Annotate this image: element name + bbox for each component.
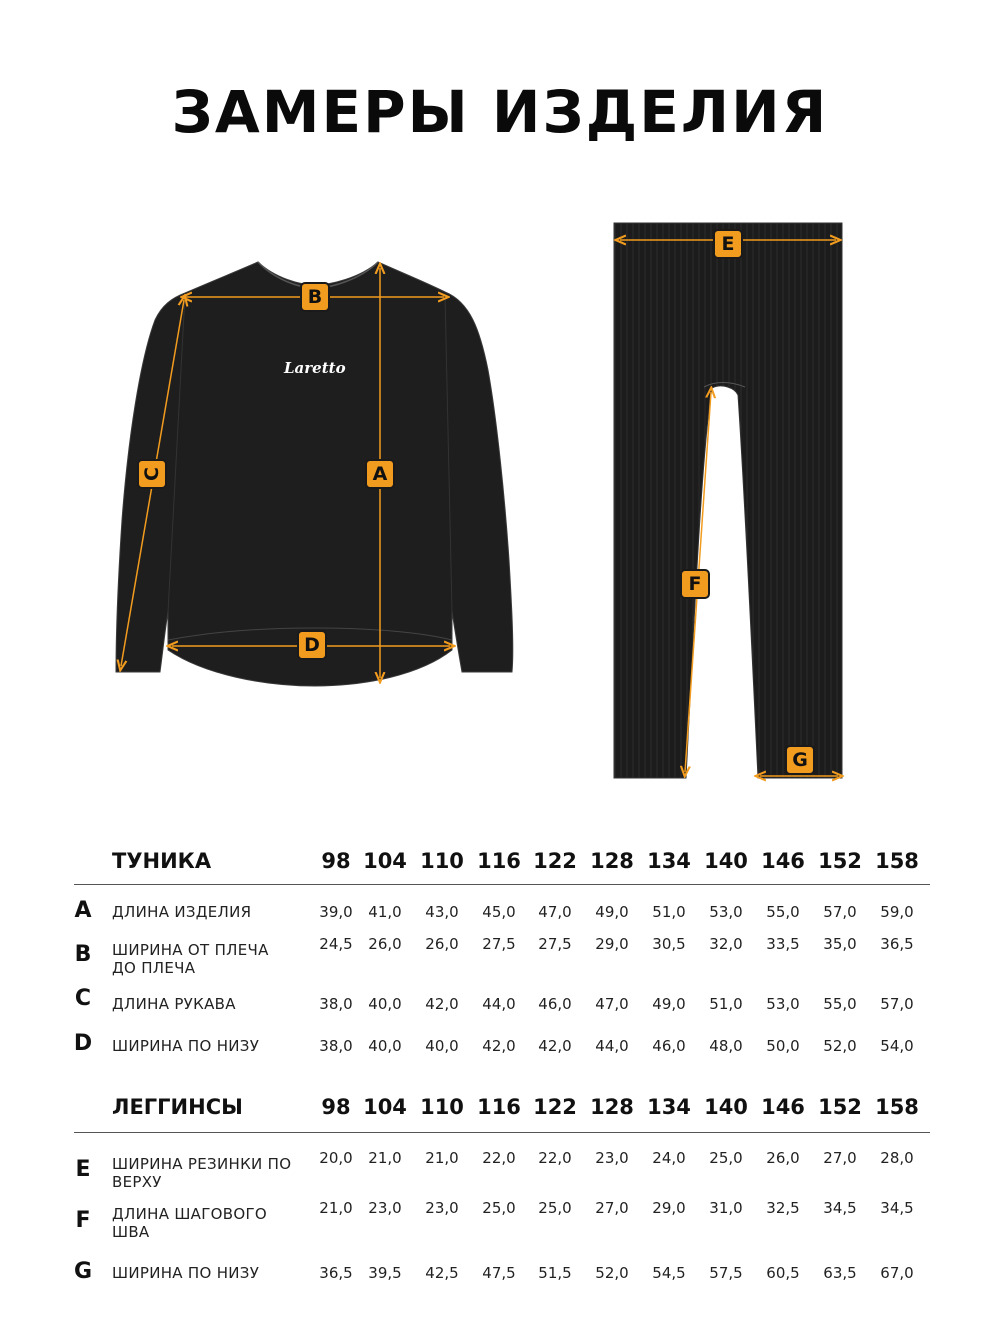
table-cell: 21,0 bbox=[319, 1199, 353, 1217]
table-cell: 54,5 bbox=[652, 1264, 686, 1282]
table-cell: 36,5 bbox=[880, 935, 914, 953]
table-cell: 27,0 bbox=[823, 1149, 857, 1167]
badge-e: E bbox=[713, 229, 743, 259]
table-cell: 41,0 bbox=[368, 903, 402, 921]
tunic-size-9: 152 bbox=[818, 849, 862, 873]
table-cell: 47,5 bbox=[482, 1264, 516, 1282]
table-cell: 54,0 bbox=[880, 1037, 914, 1055]
table-cell: 55,0 bbox=[823, 995, 857, 1013]
table-cell: 26,0 bbox=[425, 935, 459, 953]
table-cell: 23,0 bbox=[425, 1199, 459, 1217]
table-cell: 49,0 bbox=[652, 995, 686, 1013]
row-letter: F bbox=[75, 1208, 91, 1233]
table-cell: 29,0 bbox=[652, 1199, 686, 1217]
leggings-size-5: 128 bbox=[590, 1095, 634, 1119]
table-cell: 52,0 bbox=[595, 1264, 629, 1282]
table-cell: 27,0 bbox=[595, 1199, 629, 1217]
table-cell: 38,0 bbox=[319, 1037, 353, 1055]
table-cell: 22,0 bbox=[538, 1149, 572, 1167]
table-cell: 30,5 bbox=[652, 935, 686, 953]
table-cell: 31,0 bbox=[709, 1199, 743, 1217]
table-cell: 51,0 bbox=[709, 995, 743, 1013]
row-letter: A bbox=[74, 898, 92, 923]
badge-a: A bbox=[365, 459, 395, 489]
leggings-size-8: 146 bbox=[761, 1095, 805, 1119]
row-letter: C bbox=[74, 986, 92, 1011]
table-cell: 42,0 bbox=[538, 1037, 572, 1055]
table-cell: 28,0 bbox=[880, 1149, 914, 1167]
table-cell: 20,0 bbox=[319, 1149, 353, 1167]
row-label: ШИРИНА ПО НИЗУ bbox=[112, 1037, 260, 1055]
table-cell: 49,0 bbox=[595, 903, 629, 921]
table-cell: 63,5 bbox=[823, 1264, 857, 1282]
table-cell: 33,5 bbox=[766, 935, 800, 953]
table-cell: 21,0 bbox=[425, 1149, 459, 1167]
tunic-illustration bbox=[116, 262, 513, 686]
leggings-size-3: 116 bbox=[477, 1095, 521, 1119]
table-cell: 26,0 bbox=[368, 935, 402, 953]
brand-logo: Laretto bbox=[284, 359, 346, 377]
table-cell: 45,0 bbox=[482, 903, 516, 921]
row-label: ШИРИНА РЕЗИНКИ ПО ВЕРХУ bbox=[112, 1155, 292, 1191]
table-cell: 59,0 bbox=[880, 903, 914, 921]
tunic-heading: ТУНИКА bbox=[112, 849, 212, 873]
row-label: ДЛИНА ИЗДЕЛИЯ bbox=[112, 903, 252, 921]
table-cell: 57,0 bbox=[880, 995, 914, 1013]
row-letter: D bbox=[73, 1031, 93, 1056]
table-cell: 27,5 bbox=[538, 935, 572, 953]
table-cell: 22,0 bbox=[482, 1149, 516, 1167]
badge-g: G bbox=[785, 745, 815, 775]
table-cell: 34,5 bbox=[880, 1199, 914, 1217]
row-letter: G bbox=[73, 1259, 93, 1284]
table-cell: 40,0 bbox=[368, 1037, 402, 1055]
leggings-divider bbox=[74, 1132, 930, 1133]
tunic-size-0: 98 bbox=[321, 849, 351, 873]
table-cell: 36,5 bbox=[319, 1264, 353, 1282]
table-cell: 52,0 bbox=[823, 1037, 857, 1055]
tunic-size-5: 128 bbox=[590, 849, 634, 873]
table-cell: 26,0 bbox=[766, 1149, 800, 1167]
row-label: ШИРИНА ОТ ПЛЕЧА ДО ПЛЕЧА bbox=[112, 941, 269, 977]
leggings-size-7: 140 bbox=[704, 1095, 748, 1119]
badge-f: F bbox=[680, 569, 710, 599]
table-cell: 27,5 bbox=[482, 935, 516, 953]
table-cell: 51,0 bbox=[652, 903, 686, 921]
table-cell: 47,0 bbox=[538, 903, 572, 921]
table-cell: 25,0 bbox=[538, 1199, 572, 1217]
table-cell: 38,0 bbox=[319, 995, 353, 1013]
table-cell: 60,5 bbox=[766, 1264, 800, 1282]
badge-c: C bbox=[137, 459, 167, 489]
table-cell: 39,5 bbox=[368, 1264, 402, 1282]
table-cell: 34,5 bbox=[823, 1199, 857, 1217]
table-cell: 42,0 bbox=[425, 995, 459, 1013]
tunic-size-10: 158 bbox=[875, 849, 919, 873]
table-cell: 35,0 bbox=[823, 935, 857, 953]
table-cell: 42,0 bbox=[482, 1037, 516, 1055]
row-letter: B bbox=[74, 942, 92, 967]
table-cell: 57,0 bbox=[823, 903, 857, 921]
table-cell: 46,0 bbox=[652, 1037, 686, 1055]
table-cell: 43,0 bbox=[425, 903, 459, 921]
row-label: ДЛИНА РУКАВА bbox=[112, 995, 236, 1013]
table-cell: 48,0 bbox=[709, 1037, 743, 1055]
table-cell: 67,0 bbox=[880, 1264, 914, 1282]
table-cell: 46,0 bbox=[538, 995, 572, 1013]
leggings-size-0: 98 bbox=[321, 1095, 351, 1119]
tunic-divider bbox=[74, 884, 930, 885]
tunic-size-8: 146 bbox=[761, 849, 805, 873]
row-label: ДЛИНА ШАГОВОГО ШВА bbox=[112, 1205, 268, 1241]
leggings-size-9: 152 bbox=[818, 1095, 862, 1119]
table-cell: 40,0 bbox=[425, 1037, 459, 1055]
table-cell: 39,0 bbox=[319, 903, 353, 921]
tunic-size-7: 140 bbox=[704, 849, 748, 873]
table-cell: 24,0 bbox=[652, 1149, 686, 1167]
table-cell: 23,0 bbox=[595, 1149, 629, 1167]
leggings-illustration bbox=[614, 223, 842, 778]
table-cell: 25,0 bbox=[482, 1199, 516, 1217]
tunic-size-2: 110 bbox=[420, 849, 464, 873]
page-title: ЗАМЕРЫ ИЗДЕЛИЯ bbox=[171, 78, 829, 146]
leggings-size-2: 110 bbox=[420, 1095, 464, 1119]
leggings-size-1: 104 bbox=[363, 1095, 407, 1119]
badge-d: D bbox=[297, 630, 327, 660]
table-cell: 32,0 bbox=[709, 935, 743, 953]
tunic-size-3: 116 bbox=[477, 849, 521, 873]
table-cell: 32,5 bbox=[766, 1199, 800, 1217]
table-cell: 24,5 bbox=[319, 935, 353, 953]
table-cell: 40,0 bbox=[368, 995, 402, 1013]
badge-b: B bbox=[300, 282, 330, 312]
table-cell: 25,0 bbox=[709, 1149, 743, 1167]
leggings-size-4: 122 bbox=[533, 1095, 577, 1119]
table-cell: 51,5 bbox=[538, 1264, 572, 1282]
leggings-heading: ЛЕГГИНСЫ bbox=[112, 1095, 243, 1119]
table-cell: 53,0 bbox=[709, 903, 743, 921]
tunic-size-4: 122 bbox=[533, 849, 577, 873]
table-cell: 47,0 bbox=[595, 995, 629, 1013]
table-cell: 44,0 bbox=[482, 995, 516, 1013]
table-cell: 50,0 bbox=[766, 1037, 800, 1055]
row-letter: E bbox=[75, 1157, 91, 1182]
table-cell: 55,0 bbox=[766, 903, 800, 921]
leggings-size-10: 158 bbox=[875, 1095, 919, 1119]
table-cell: 44,0 bbox=[595, 1037, 629, 1055]
row-label: ШИРИНА ПО НИЗУ bbox=[112, 1264, 260, 1282]
table-cell: 53,0 bbox=[766, 995, 800, 1013]
table-cell: 21,0 bbox=[368, 1149, 402, 1167]
tunic-size-6: 134 bbox=[647, 849, 691, 873]
table-cell: 29,0 bbox=[595, 935, 629, 953]
leggings-size-6: 134 bbox=[647, 1095, 691, 1119]
table-cell: 57,5 bbox=[709, 1264, 743, 1282]
table-cell: 42,5 bbox=[425, 1264, 459, 1282]
tunic-size-1: 104 bbox=[363, 849, 407, 873]
table-cell: 23,0 bbox=[368, 1199, 402, 1217]
